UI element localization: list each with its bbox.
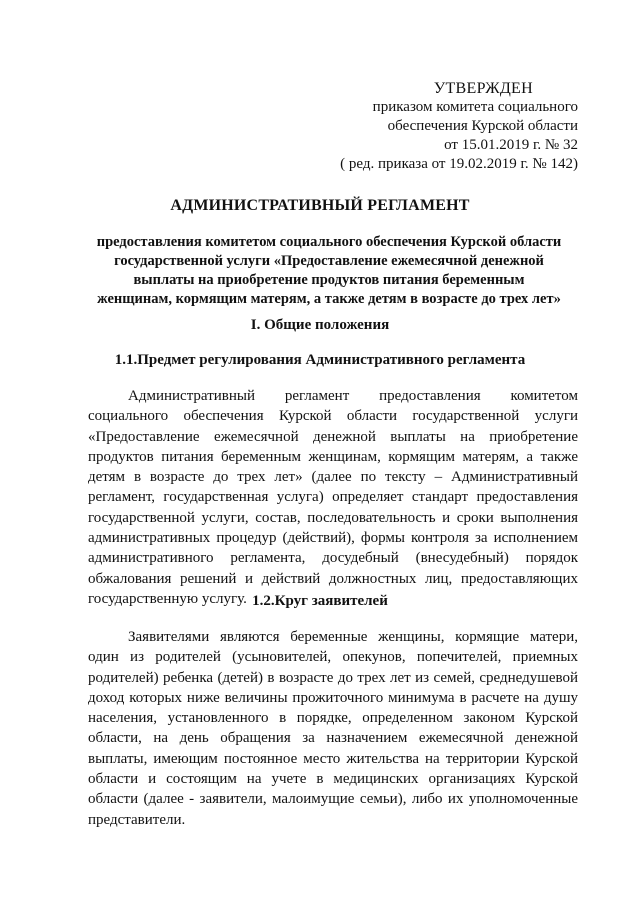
- paragraph-line: административного регламента, досудебный (внесудебный) порядок: [88, 550, 578, 567]
- paragraph-line: «Предоставление ежемесячной денежной выплаты на приобретение: [88, 428, 578, 445]
- section-heading-applicants: 1.2.Круг заявителей: [252, 593, 388, 609]
- approval-line: приказом комитета социального: [372, 99, 578, 115]
- section-heading-subject: 1.1.Предмет регулирования Административного регламента: [114, 352, 526, 368]
- approval-block: [318, 79, 578, 174]
- paragraph-subject: [88, 386, 578, 609]
- paragraph-line: административных процедур (действий), формы контроля за исполнением: [88, 530, 578, 547]
- section-heading-general: I. Общие положения: [250, 317, 390, 333]
- paragraph-line: продуктов питания беременным женщинам, кормящим матерям, а также: [88, 448, 578, 465]
- paragraph-line: один из родителей (усыновителей, опекунов, попечителей, приемных: [88, 649, 578, 666]
- paragraph-line: регламент, государственная услуга) определяет стандарт предоставления: [88, 489, 578, 506]
- subtitle-line: государственной услуги «Предоставление ежемесячной денежной: [114, 253, 544, 269]
- paragraph-line: населения, установленного в порядке, определенном законом Курской: [88, 710, 578, 727]
- paragraph-line: родителей) ребенка (детей) в возрасте до трех лет из семей, среднедушевой: [88, 669, 578, 686]
- subtitle-line: женщинам, кормящим матерям, а также детям в возрасте до трех лет»: [97, 291, 561, 307]
- paragraph-line: Административный регламент предоставления комитетом: [128, 388, 578, 404]
- document-title: АДМИНИСТРАТИВНЫЙ РЕГЛАМЕНТ: [170, 197, 470, 214]
- paragraph-line: Заявителями являются беременные женщины, кормящие матери,: [128, 629, 578, 645]
- paragraph-line: области и состоящим на учете в медицинских организациях Курской: [88, 771, 578, 788]
- subtitle-line: выплаты на приобретение продуктов питания беременным: [133, 272, 525, 288]
- approval-line: обеспечения Курской области: [387, 118, 578, 134]
- paragraph-line: государственную услугу.: [88, 590, 247, 607]
- document-subtitle: [86, 233, 572, 309]
- approval-line: от 15.01.2019 г. № 32: [444, 137, 578, 153]
- paragraph-line: представители.: [88, 811, 186, 828]
- paragraph-line: области, на день обращения за назначением ежемесячной денежной: [88, 730, 578, 747]
- subtitle-line: предоставления комитетом социального обеспечения Курской области: [96, 234, 562, 250]
- approval-line: ( ред. приказа от 19.02.2019 г. № 142): [340, 156, 578, 172]
- paragraph-line: государственной услуги, состав, последовательность и сроки выполнения: [88, 509, 578, 526]
- paragraph-line: обжалования решений и действий должностных лиц, предоставляющих: [88, 570, 578, 587]
- paragraph-line: области (далее - заявители, малоимущие семьи), либо их уполномоченные: [88, 791, 578, 808]
- approval-heading: УТВЕРЖДЕН: [433, 80, 533, 97]
- paragraph-line: выплаты, имеющим постоянное место жительства на территории Курской: [88, 750, 578, 767]
- paragraph-line: детям в возрасте до трех лет» (далее по тексту – Административный: [88, 469, 578, 486]
- paragraph-applicants: [88, 627, 578, 830]
- paragraph-line: социального обеспечения Курской области государственной услуги: [88, 408, 578, 425]
- paragraph-line: доход которых ниже величины прожиточного минимума в расчете на душу: [88, 689, 578, 706]
